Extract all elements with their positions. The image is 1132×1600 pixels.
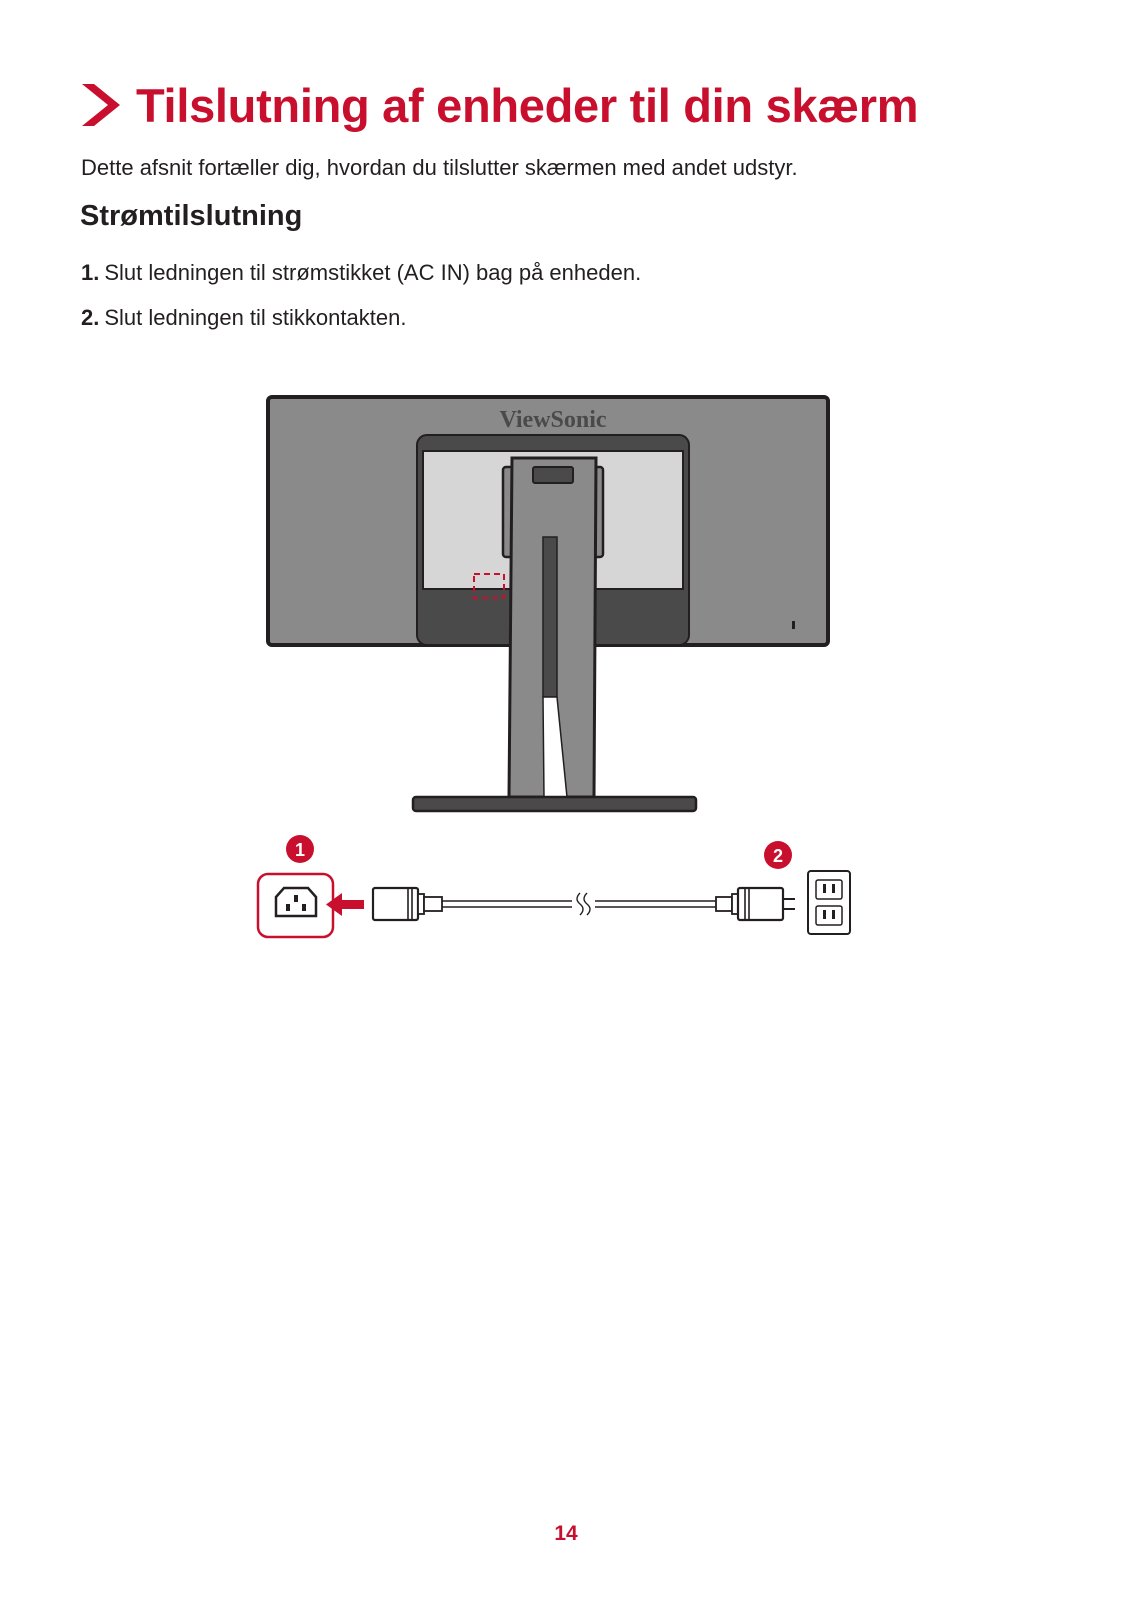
power-plug-icon [716,888,795,920]
power-cord [373,888,716,920]
page-number: 14 [554,1522,578,1545]
step-text: Slut ledningen til strømstikket (AC IN) bag på enheden. [104,260,642,285]
ac-in-port-icon [258,874,333,937]
intro-paragraph: Dette afsnit fortæller dig, hvordan du tilslutter skærmen med andet udstyr. [81,155,798,180]
step-text: Slut ledningen til stikkontakten. [104,305,407,330]
section-heading: Strømtilslutning [80,200,303,232]
callout-number: 1 [294,840,306,860]
step-number: 2. [81,305,100,330]
callout-number: 2 [772,846,784,866]
page-title: Tilslutning af enheder til din skærm [136,78,919,132]
brand-logo: ViewSonic [499,407,607,433]
callout-1 [286,835,314,863]
callout-2 [764,841,792,869]
step-number: 1. [81,260,100,285]
wall-outlet-icon [808,871,850,934]
